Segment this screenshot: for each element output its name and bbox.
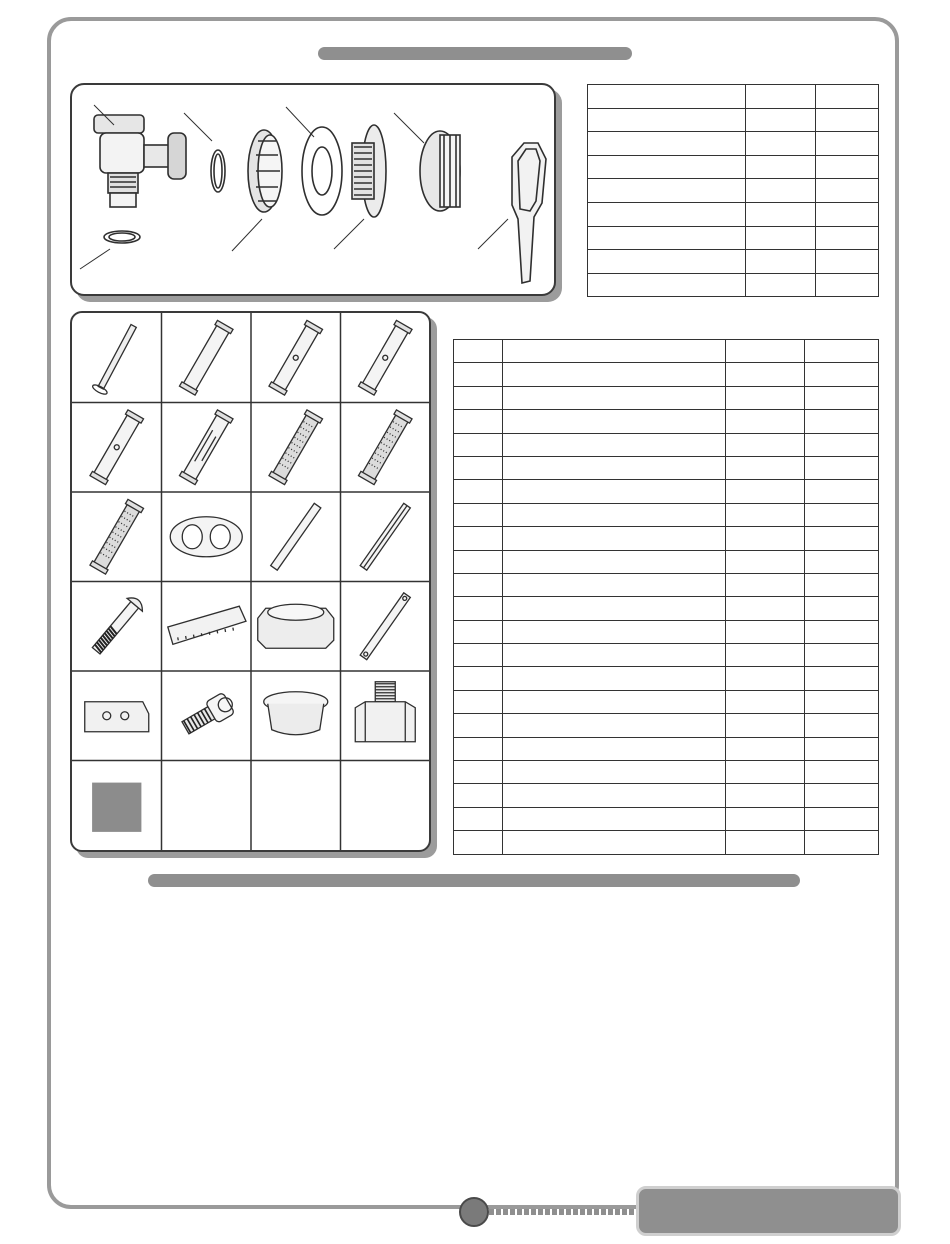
large-table-cell xyxy=(804,456,879,479)
small-table-cell xyxy=(588,179,746,203)
large-table-cell xyxy=(454,644,503,667)
parts-table-small xyxy=(587,84,879,297)
section-title-bar-bottom xyxy=(148,874,800,887)
large-table-row xyxy=(454,386,879,409)
large-table-cell xyxy=(804,573,879,596)
large-table-cell xyxy=(454,690,503,713)
large-table-cell xyxy=(454,573,503,596)
small-table-cell xyxy=(588,250,746,274)
large-table-cell xyxy=(454,667,503,690)
large-table-cell xyxy=(502,573,725,596)
large-table-row xyxy=(454,784,879,807)
strainer-nut-icon xyxy=(420,131,460,211)
large-table-cell xyxy=(804,410,879,433)
exploded-view-drawing xyxy=(72,85,554,294)
large-table-row xyxy=(454,503,879,526)
large-table-cell xyxy=(454,807,503,830)
large-table-cell xyxy=(726,386,804,409)
small-table-cell xyxy=(816,132,879,156)
large-table-cell xyxy=(726,456,804,479)
mesh-cylinder-icon xyxy=(269,410,323,485)
gasket-icon xyxy=(302,127,342,215)
cylinder-hole-icon xyxy=(90,410,144,485)
large-table-cell xyxy=(726,527,804,550)
large-table-cell xyxy=(454,363,503,386)
rod-icon xyxy=(91,322,140,396)
large-table-row xyxy=(454,527,879,550)
large-table-row xyxy=(454,644,879,667)
skimmer-exploded-view xyxy=(70,83,556,296)
mesh-cylinder-icon xyxy=(90,499,144,574)
large-table-row xyxy=(454,667,879,690)
large-table-cell xyxy=(726,761,804,784)
large-table-row xyxy=(454,480,879,503)
parts-grid xyxy=(70,311,431,852)
large-table-cell xyxy=(804,340,879,363)
large-table-row xyxy=(454,573,879,596)
small-table-cell xyxy=(745,108,816,132)
large-table-cell xyxy=(726,714,804,737)
small-table-cell xyxy=(745,179,816,203)
large-table-row xyxy=(454,690,879,713)
large-table-cell xyxy=(454,831,503,854)
large-table-cell xyxy=(804,550,879,573)
small-table-cell xyxy=(588,202,746,226)
large-table-cell xyxy=(454,386,503,409)
large-table-cell xyxy=(804,433,879,456)
large-table-cell xyxy=(502,550,725,573)
large-table-cell xyxy=(804,761,879,784)
slotted-strip-icon xyxy=(360,593,410,660)
large-table-cell xyxy=(726,737,804,760)
large-table-cell xyxy=(454,737,503,760)
large-table-cell xyxy=(726,807,804,830)
small-table-row xyxy=(588,85,879,109)
large-table-cell xyxy=(502,714,725,737)
large-table-cell xyxy=(502,784,725,807)
large-table-cell xyxy=(454,410,503,433)
large-table-cell xyxy=(726,410,804,433)
small-table-cell xyxy=(745,250,816,274)
small-table-cell xyxy=(816,179,879,203)
skimmer-housing-icon xyxy=(94,115,186,207)
large-table-cell xyxy=(454,761,503,784)
large-table-cell xyxy=(804,644,879,667)
large-table-cell xyxy=(804,690,879,713)
large-table-cell xyxy=(502,456,725,479)
large-table-cell xyxy=(502,667,725,690)
small-table-cell xyxy=(588,108,746,132)
large-table-cell xyxy=(804,527,879,550)
large-table-cell xyxy=(454,480,503,503)
small-table-row xyxy=(588,250,879,274)
large-table-cell xyxy=(502,340,725,363)
large-table-cell xyxy=(502,386,725,409)
small-table-cell xyxy=(588,85,746,109)
large-table-cell xyxy=(726,784,804,807)
small-table-cell xyxy=(816,226,879,250)
large-table-cell xyxy=(726,433,804,456)
large-table-cell xyxy=(804,597,879,620)
large-table-cell xyxy=(502,480,725,503)
large-table-cell xyxy=(804,503,879,526)
small-table-cell xyxy=(816,85,879,109)
small-table-cell xyxy=(745,226,816,250)
large-table-cell xyxy=(454,784,503,807)
o-ring-icon xyxy=(211,150,225,192)
large-table-cell xyxy=(454,433,503,456)
page-number-dot xyxy=(459,1197,489,1227)
large-table-cell xyxy=(726,480,804,503)
mesh-cylinder-icon xyxy=(358,410,412,485)
threaded-fitting-icon xyxy=(352,125,386,217)
small-table-row xyxy=(588,273,879,297)
large-table-row xyxy=(454,340,879,363)
cup-icon xyxy=(264,692,328,735)
small-table-cell xyxy=(745,132,816,156)
large-table-cell xyxy=(502,433,725,456)
large-table-cell xyxy=(804,667,879,690)
large-table-cell xyxy=(502,620,725,643)
large-table-cell xyxy=(726,644,804,667)
large-table-cell xyxy=(726,620,804,643)
large-table-cell xyxy=(804,737,879,760)
large-table-cell xyxy=(804,714,879,737)
large-table-cell xyxy=(804,620,879,643)
large-table-cell xyxy=(502,363,725,386)
large-table-cell xyxy=(804,386,879,409)
small-table-cell xyxy=(816,250,879,274)
large-table-cell xyxy=(502,503,725,526)
small-table-cell xyxy=(588,132,746,156)
spanner-wrench-icon xyxy=(512,143,546,283)
hose-adapter-icon xyxy=(355,682,415,742)
large-table-row xyxy=(454,620,879,643)
large-table-cell xyxy=(502,690,725,713)
large-table-row xyxy=(454,363,879,386)
large-table-cell xyxy=(454,597,503,620)
small-table-cell xyxy=(816,155,879,179)
large-table-cell xyxy=(454,550,503,573)
small-table-cell xyxy=(745,85,816,109)
large-table-cell xyxy=(454,456,503,479)
large-table-cell xyxy=(804,831,879,854)
large-table-cell xyxy=(726,550,804,573)
large-table-cell xyxy=(804,784,879,807)
large-table-cell xyxy=(454,503,503,526)
small-table-row xyxy=(588,226,879,250)
large-table-cell xyxy=(726,690,804,713)
large-table-cell xyxy=(502,737,725,760)
large-table-row xyxy=(454,597,879,620)
small-table-row xyxy=(588,202,879,226)
footer-tab xyxy=(636,1186,901,1236)
large-table-cell xyxy=(502,410,725,433)
small-table-cell xyxy=(816,273,879,297)
large-table-cell xyxy=(804,480,879,503)
label-cylinder-icon xyxy=(179,410,233,485)
large-table-row xyxy=(454,714,879,737)
large-table-row xyxy=(454,831,879,854)
small-table-cell xyxy=(588,226,746,250)
large-table-cell xyxy=(502,761,725,784)
small-table-cell xyxy=(816,108,879,132)
bolt-icon xyxy=(89,594,147,657)
large-table-row xyxy=(454,807,879,830)
large-table-row xyxy=(454,410,879,433)
small-table-cell xyxy=(745,273,816,297)
large-table-row xyxy=(454,550,879,573)
plate-icon xyxy=(166,606,247,645)
gray-swatch-icon xyxy=(93,783,141,831)
cylinder-hole-icon xyxy=(269,320,323,395)
large-table-cell xyxy=(454,714,503,737)
cylinder-hole-icon xyxy=(358,320,412,395)
large-table-cell xyxy=(804,363,879,386)
double-gasket-icon xyxy=(170,517,242,557)
small-table-cell xyxy=(588,273,746,297)
channel-strip-icon xyxy=(360,503,410,570)
large-table-cell xyxy=(804,807,879,830)
large-table-row xyxy=(454,456,879,479)
cylinder-icon xyxy=(179,320,233,395)
large-table-cell xyxy=(726,363,804,386)
large-table-row xyxy=(454,433,879,456)
large-table-row xyxy=(454,737,879,760)
parts-table-large xyxy=(453,339,879,855)
large-table-cell xyxy=(726,573,804,596)
mount-block-icon xyxy=(85,702,149,732)
small-table-row xyxy=(588,108,879,132)
large-table-cell xyxy=(454,340,503,363)
small-table-cell xyxy=(588,155,746,179)
small-table-cell xyxy=(745,155,816,179)
large-table-cell xyxy=(726,597,804,620)
large-table-cell xyxy=(502,597,725,620)
large-table-cell xyxy=(726,340,804,363)
small-table-row xyxy=(588,179,879,203)
large-table-cell xyxy=(726,667,804,690)
footer-dotted-line xyxy=(489,1209,637,1215)
large-table-cell xyxy=(454,620,503,643)
large-table-cell xyxy=(502,807,725,830)
large-table-cell xyxy=(502,831,725,854)
large-table-cell xyxy=(502,527,725,550)
large-table-cell xyxy=(726,831,804,854)
socket-screw-icon xyxy=(179,691,237,738)
large-table-cell xyxy=(502,644,725,667)
section-title-bar-top xyxy=(318,47,632,60)
small-table-row xyxy=(588,155,879,179)
lock-nut-icon xyxy=(248,130,282,212)
large-table-cell xyxy=(726,503,804,526)
nut-cap-icon xyxy=(258,604,334,648)
flat-strip-icon xyxy=(271,503,321,570)
parts-grid-drawing xyxy=(72,313,429,850)
small-table-cell xyxy=(745,202,816,226)
small-table-row xyxy=(588,132,879,156)
large-table-row xyxy=(454,761,879,784)
large-table-cell xyxy=(454,527,503,550)
small-table-cell xyxy=(816,202,879,226)
